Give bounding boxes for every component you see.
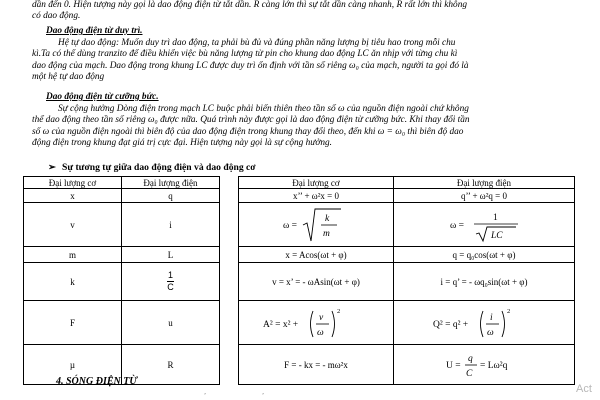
table-cell: k: [24, 263, 122, 301]
amplitude-mechanical-formula: [261, 303, 371, 343]
svg-text:ω: ω: [487, 327, 494, 338]
svg-text:LC: LC: [491, 230, 503, 241]
scan-speck: ʼ: [204, 393, 206, 399]
table-cell: v = x’ = - ωAsin(ωt + φ): [239, 263, 394, 301]
table-cell: L: [122, 247, 220, 263]
table-cell: v: [24, 203, 122, 247]
table-header: Đại lượng cơ: [24, 177, 122, 189]
svg-text:v: v: [319, 312, 324, 323]
analogy-title: [48, 162, 256, 173]
table-cell: x = Acos(ωt + φ): [239, 247, 394, 263]
table-cell: m: [24, 247, 122, 263]
maintained-oscillation-heading: Dao động điện từ duy trì.: [46, 26, 143, 36]
svg-text:A² = x² +: A² = x² +: [263, 319, 299, 330]
table-cell: [122, 263, 220, 301]
intro-line: dần đến 0. Hiện tượng này gọi là dao động điện từ tắt dần. R càng lớn thì sự tắt dần càng nhanh, R rất lớn thì không: [32, 0, 467, 10]
table-cell: [394, 203, 575, 247]
svg-text:Q² = q² +: Q² = q² +: [433, 319, 469, 330]
formula-analogy-table: [238, 176, 575, 385]
intro-line: có dao động.: [32, 11, 81, 22]
paragraph-line: một hệ tự dao động: [32, 71, 105, 82]
omega-mechanical-formula: [281, 205, 351, 245]
svg-text:k: k: [325, 213, 330, 224]
table-cell: F = - kx = - mω²x: [239, 345, 394, 385]
svg-text:1: 1: [493, 212, 498, 223]
table-cell: i = q’ = - ωq₀sin(ωt + φ): [394, 263, 575, 301]
table-cell: R: [122, 345, 220, 385]
table-header: Đại lượng điện: [394, 177, 575, 189]
paragraph-line: động điện trong khung đạt giá trị cực đại. Hiện tượng này gọi là sự cộng hưởng.: [32, 137, 332, 148]
svg-text:ω =: ω =: [283, 220, 297, 231]
paragraph-line: thể dao động theo tần số riêng ω₀ được nữa. Quá trình này được gọi là dao động điện từ cưỡng bức. Khi thay đổi tần: [32, 115, 470, 126]
table-cell: x: [24, 189, 122, 203]
table-header: Đại lượng điện: [122, 177, 220, 189]
table-cell: i: [122, 203, 220, 247]
svg-text:2: 2: [507, 307, 511, 315]
table-cell: µ: [24, 345, 122, 385]
table-cell: [239, 301, 394, 345]
table-cell: F: [24, 301, 122, 345]
svg-text:C: C: [466, 368, 473, 379]
omega-electrical-formula: [446, 205, 522, 245]
voltage-electrical-formula: [434, 347, 534, 383]
paragraph-line: kì.Ta có thể dùng tranzito để điều khiển việc bù năng lượng từ pin cho khung dao động LC ăn nhịp với từng chu kì: [32, 49, 458, 60]
table-cell: [394, 301, 575, 345]
table-cell: x’’ + ω²x = 0: [239, 189, 394, 203]
svg-text:m: m: [323, 228, 330, 239]
svg-text:2: 2: [337, 307, 341, 315]
table-header: Đại lượng cơ: [239, 177, 394, 189]
fraction-one-over-c: $\frac{1}{C}$: [167, 270, 174, 292]
svg-text:ω =: ω =: [450, 220, 464, 231]
svg-text:U =: U =: [446, 360, 461, 371]
arrow-bullet-icon: ➢: [48, 162, 57, 173]
svg-text:= Lω²q: = Lω²q: [480, 360, 508, 371]
quantity-analogy-table: [23, 176, 220, 385]
activation-watermark: Act: [576, 383, 592, 395]
table-cell: q = q₀cos(ωt + φ): [394, 247, 575, 263]
analogy-title-text: Sự tương tự giữa dao động điện và dao động cơ: [62, 162, 256, 173]
table-cell: q’’ + ω²q = 0: [394, 189, 575, 203]
scan-speck: ʼ: [262, 393, 264, 399]
paragraph-line: dao động của mạch. Dao động trong khung LC được duy trì ổn định với tần số riêng ω₀ của mạch, người ta gọi đó là: [32, 60, 469, 71]
forced-oscillation-paragraph: [32, 104, 572, 149]
paragraph-line: số ω của nguồn điện ngoài thì biên độ của dao động điện trong khung thay đổi theo, đến khi ω = ω₀ thì biên độ dao: [32, 126, 464, 137]
table-cell: [239, 203, 394, 247]
forced-oscillation-heading: Dao động điện từ cưỡng bức.: [46, 92, 159, 102]
svg-text:i: i: [490, 312, 493, 323]
maintained-oscillation-paragraph: [32, 38, 572, 83]
paragraph-line: Hệ tự dao động: Muốn duy trì dao động, ta phải bù đủ và đúng phần năng lượng bị tiêu hao trong mỗi chu: [58, 38, 456, 48]
svg-text:ω: ω: [317, 327, 324, 338]
section-4-title: 4. SÓNG ĐIỆN TỪ: [56, 376, 138, 387]
paragraph-line: Sự cộng hưởng Dòng điện trong mạch LC buộc phải biến thiên theo tần số ω của nguồn điện ngoài chứ không: [58, 104, 469, 114]
intro-paragraph: [32, 0, 572, 23]
table-cell: [394, 345, 575, 385]
svg-text:q: q: [468, 353, 473, 364]
table-cell: u: [122, 301, 220, 345]
amplitude-electrical-formula: [429, 303, 539, 343]
table-cell: q: [122, 189, 220, 203]
